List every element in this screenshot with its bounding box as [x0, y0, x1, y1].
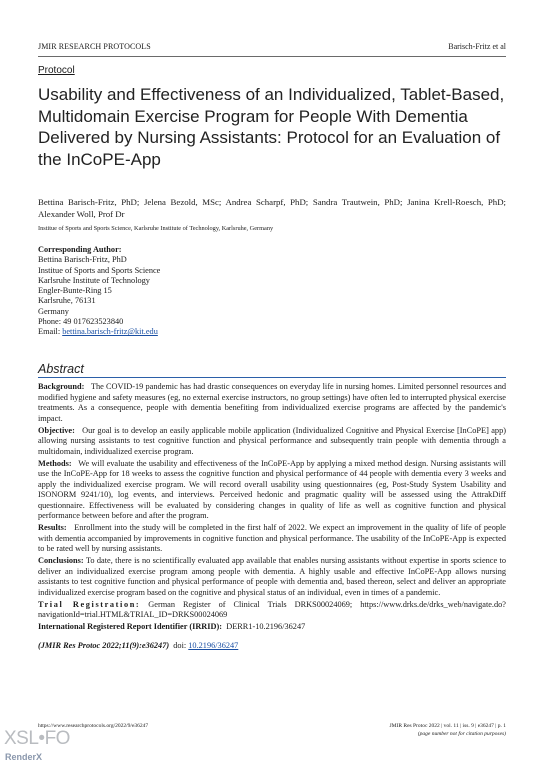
section-label: Protocol — [38, 65, 75, 76]
renderx-watermark: RenderX — [5, 752, 43, 762]
abstract-heading: Abstract — [38, 362, 84, 376]
methods-text: We will evaluate the usability and effectiveness of the InCoPE-App by applying a mixed method design. Nursing assistants will use the InCoPE-App for 18 weeks to assess the cognitive function and physical performance of 44 people with dementia every 3 weeks and apply the individualized exercise program. We will record overall usability using questionnaires (eg, Post-Study System Usability and ISONORM 9241/10), log events, and interviews. Perceived hedonic and pragmatic quality will be assessed using the AttrakDiff questionnaire. Effectiveness will be evaluated by considering changes in quality of life as well as cognitive function and physical performance between before and after the program. — [38, 458, 506, 520]
corresponding-dept: Institue of Sports and Sports Science — [38, 265, 161, 275]
trial-text: German Register of Clinical Trials DRKS00024069; https://www.drks.de/drks_web/navigate.do?navigationId=trial.HTML&TRIAL_ID=DRKS00024069 — [38, 599, 506, 619]
footer-url: https://www.researchprotocols.org/2022/9/e36247 — [38, 723, 149, 729]
footer-citation — [390, 723, 507, 738]
doi-link[interactable]: 10.2196/36247 — [188, 640, 239, 650]
abstract-methods — [38, 459, 506, 522]
conclusions-label: Conclusions: — [38, 556, 84, 565]
irrid-text: DERR1-10.2196/36247 — [226, 622, 306, 631]
xslfo-watermark: XSL•FO — [4, 728, 70, 749]
corresponding-city: Karlsruhe, 76131 — [38, 296, 96, 306]
running-header-authors: Barisch-Fritz et al — [448, 42, 506, 51]
results-text: Enrollment into the study will be completed in the first half of 2022. We expect an improvement in the quality of life of people with dementia accompanied by improvements in cognitive function and physical performance. The usability of the InCoPE-App is expected to be rated well by nursing assistants. — [38, 523, 506, 553]
author-list: Bettina Barisch-Fritz, PhD; Jelena Bezold, MSc; Andrea Scharpf, PhD; Sandra Trautwein, PhD; Janina Krell-Roesch, PhD; Alexander Woll, Prof Dr — [38, 197, 506, 219]
header-divider — [38, 56, 506, 57]
abstract-results — [38, 523, 506, 555]
abstract-irrid — [38, 622, 506, 633]
running-header-journal: JMIR RESEARCH PROTOCOLS — [38, 42, 151, 51]
trial-label: Trial Registration: — [38, 599, 141, 609]
conclusions-text: To date, there is no scientifically evaluated app available that enables nursing assistants without expertise in sports science to deliver an individualized exercise program among people with dementia. A highly usable and effective InCoPE-App allows nursing assistants to test cognitive function and physical performance of people with dementia and, based thereon, select and deliver an appropriate individualized exercise program based on the cognitive and physical status of an individual, even in times of a pandemic. — [38, 556, 506, 597]
abstract-background — [38, 382, 506, 424]
citation-line — [38, 641, 506, 652]
footer-citation-text: JMIR Res Protoc 2022 | vol. 11 | iss. 9 | e36247 | p. 1 — [389, 723, 506, 729]
objective-label: Objective: — [38, 425, 75, 435]
corresponding-email-line — [38, 327, 160, 337]
email-label: Email: — [38, 327, 63, 337]
abstract-objective — [38, 426, 506, 458]
corresponding-street: Engler-Bunte-Ring 15 — [38, 286, 112, 296]
article-title: Usability and Effectiveness of an Individualized, Tablet-Based, Multidomain Exercise Program for People With Dementia Delivered by Nursing Assistants: Protocol for an Evaluation of the InCoPE-App — [38, 85, 505, 169]
corresponding-author-block — [38, 245, 160, 338]
objective-text: Our goal is to develop an easily applicable mobile application (Individualized Cognitive and Physical Exercise [InCoPE] app) allowing nursing assistants to test cognitive function and physical performance and subsequently train people with dementia through a multidomain, individualized exercise program. — [38, 425, 506, 456]
irrid-label: International Registered Report Identifier (IRRID): — [38, 622, 223, 631]
background-label: Background: — [38, 382, 85, 391]
footer-note: (page number not for citation purposes) — [417, 730, 506, 737]
corresponding-country: Germany — [38, 306, 69, 316]
background-text: The COVID-19 pandemic has had drastic consequences on everyday life in nursing homes. Limited personnel resources and modified hygiene and safety measures (eg, no external exercise instructors, no group settings) have often led to interrupted physical exercise treatments. As a consequence, people with dementia benefiting from individualized exercise programs are affected by the pandemic's impact. — [38, 382, 506, 423]
corresponding-institute: Karlsruhe Institute of Technology — [38, 275, 150, 285]
citation-text: (JMIR Res Protoc 2022;11(9):e36247) — [38, 640, 170, 650]
corresponding-name: Bettina Barisch-Fritz, PhD — [38, 255, 127, 265]
corresponding-phone: Phone: 49 017623523840 — [38, 317, 124, 327]
doi-label: doi: — [173, 640, 187, 650]
email-link[interactable]: bettina.barisch-fritz@kit.edu — [62, 327, 158, 337]
corresponding-author-label: Corresponding Author: — [38, 245, 122, 254]
methods-label: Methods: — [38, 458, 72, 468]
abstract-body — [38, 382, 506, 653]
abstract-conclusions — [38, 556, 506, 598]
affiliation: Institue of Sports and Sports Science, Karlsruhe Institute of Technology, Karlsruhe, Germany — [38, 225, 274, 232]
abstract-trial-registration — [38, 600, 506, 621]
abstract-divider — [38, 377, 506, 378]
results-label: Results: — [38, 523, 67, 532]
